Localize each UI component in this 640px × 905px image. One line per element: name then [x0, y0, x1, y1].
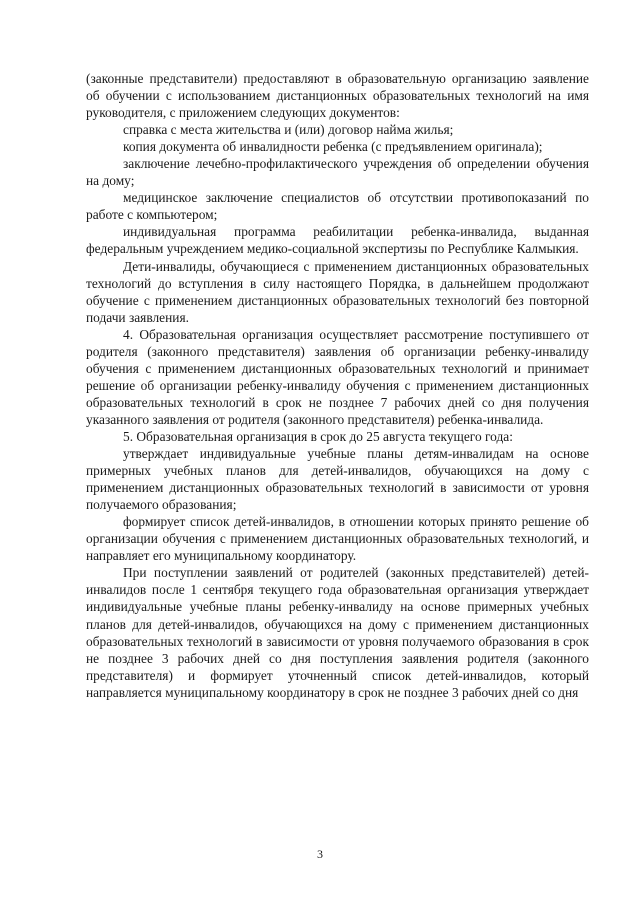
- paragraph-after-september: При поступлении заявлений от родителей (законных представителей) детей-инвалидов после 1 сентября текущего года образовательная организация утверждает индивидуальные учебные планы ребенку-инвалиду на основе примерных учебных планов для детей-инвалидов, обучающихся на дому с применением дистанционных образовательных технологий в зависимости от уровня получаемого образования в срок не позднее 3 рабочих дней со дня поступления заявления родителя (законного представителя) и формирует уточненный список детей-инвалидов, который направляется муниципальному координатору в срок не позднее 3 рабочих дней со дня: [86, 565, 589, 700]
- list-item-medical-conclusion: заключение лечебно-профилактического учреждения об определении обучения на дому;: [86, 156, 589, 189]
- paragraph-item-5: 5. Образовательная организация в срок до 25 августа текущего года:: [123, 428, 513, 444]
- paragraph-approve-plans: утверждает индивидуальные учебные планы детям-инвалидам на основе примерных учебных планов для детей-инвалидов, обучающихся на дому с применением дистанционных образовательных технологий в зависимости от уровня получаемого образования;: [86, 446, 589, 513]
- page-number: 3: [317, 847, 323, 861]
- list-item-disability-doc: копия документа об инвалидности ребенка (с предъявлением оригинала);: [123, 139, 543, 155]
- paragraph-item-4: 4. Образовательная организация осуществляет рассмотрение поступившего от родителя (законного представителя) заявления об организации ребенку-инвалиду обучения с применением дистанционных образовательных технологий и принимает решение об организации ребенку-инвалиду обучения с применением дистанционных образовательных технологий в срок не позднее 7 рабочих дней со дня получения указанного заявления от родителя (законного представителя) ребенка-инвалида.: [86, 326, 589, 427]
- paragraph-existing-students: Дети-инвалиды, обучающиеся с применением дистанционных образовательных технологий до вступления в силу настоящего Порядка, в дальнейшем продолжают обучение с применением дистанционных образовательных технологий без повторной подачи заявления.: [86, 258, 589, 325]
- document-body: [86, 70, 589, 701]
- list-item-computer-contraindications: медицинское заключение специалистов об отсутствии противопоказаний по работе с компьютером;: [86, 190, 589, 223]
- paragraph-applicants: (законные представители) предоставляют в образовательную организацию заявление об обучении с использованием дистанционных образовательных технологий на имя руководителя, с приложением следующих документов:: [86, 71, 589, 121]
- paragraph-form-list: формирует список детей-инвалидов, в отношении которых принято решение об организации обучения с применением дистанционных образовательных технологий, и направляет его муниципальному координатору.: [86, 514, 589, 564]
- list-item-rehab-program: индивидуальная программа реабилитации ребенка-инвалида, выданная федеральным учреждением медико-социальной экспертизы по Республике Калмыкия.: [86, 224, 589, 257]
- list-item-residence: справка с места жительства и (или) договор найма жилья;: [123, 122, 454, 138]
